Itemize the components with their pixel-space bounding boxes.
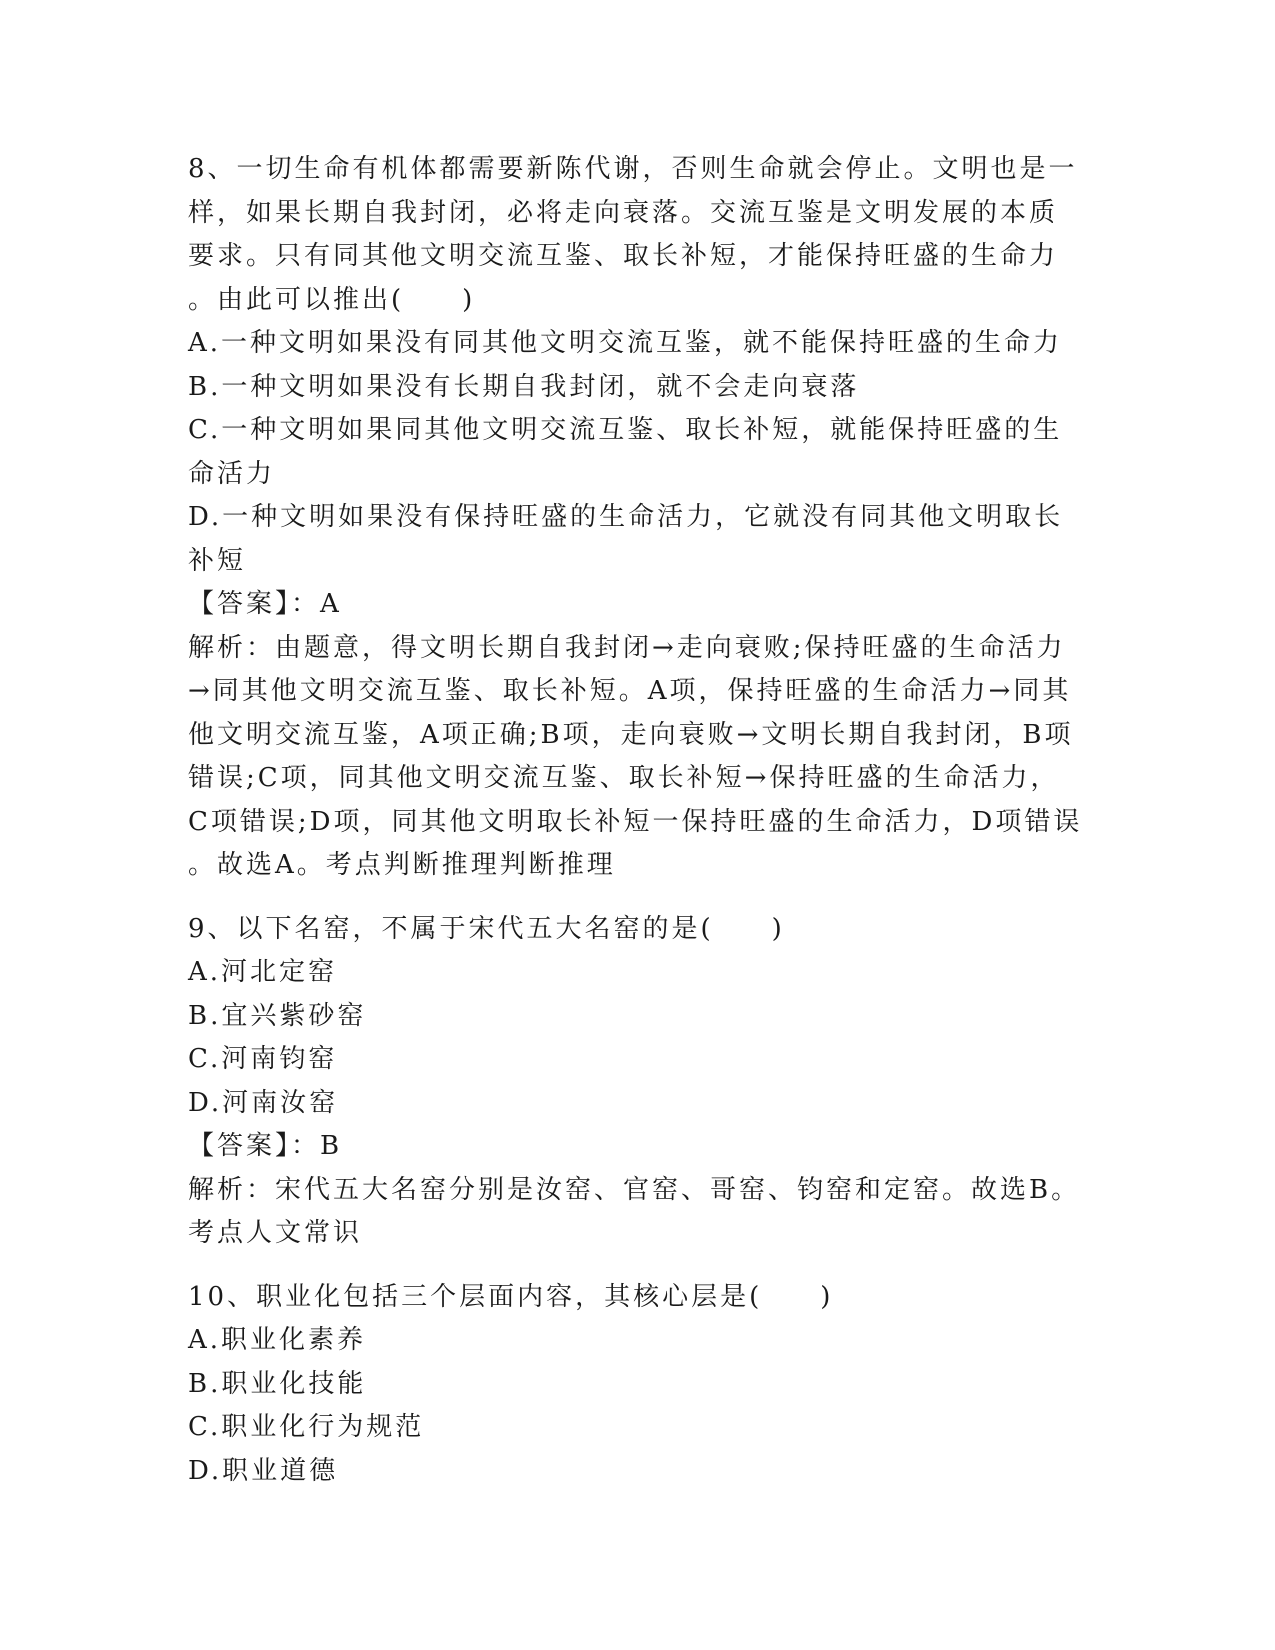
question-stem-line: 要求。只有同其他文明交流互鉴、取长补短，才能保持旺盛的生命力 xyxy=(188,241,1059,271)
question-stem-line: 10、职业化包括三个层面内容，其核心层是( ) xyxy=(188,1281,834,1312)
analysis-line: →同其他文明交流互鉴、取长补短。A项，保持旺盛的生命活力→同其 xyxy=(188,676,1072,706)
question-stem-line: 8、一切生命有机体都需要新陈代谢，否则生命就会停止。文明也是一 xyxy=(188,154,1078,184)
analysis-line: 错误;C项，同其他文明交流互鉴、取长补短→保持旺盛的生命活力， xyxy=(188,763,1060,793)
option-d: D.一种文明如果没有保持旺盛的生命活力，它就没有同其他文明取长 xyxy=(188,502,1064,532)
analysis-line: C项错误;D项，同其他文明取长补短一保持旺盛的生命活力，D项错误 xyxy=(188,806,1083,837)
option-d-continued: 补短 xyxy=(188,545,247,576)
question-9 xyxy=(188,908,1088,1256)
answer-line: 【答案】：A xyxy=(188,589,342,619)
analysis-line: 解析：由题意，得文明长期自我封闭→走向衰败;保持旺盛的生命活力 xyxy=(188,632,1066,663)
option-b: B.一种文明如果没有长期自我封闭，就不会走向衰落 xyxy=(188,371,860,402)
question-10 xyxy=(188,1276,1088,1494)
document-page xyxy=(188,148,1088,1493)
option-c: C.一种文明如果同其他文明交流互鉴、取长补短，就能保持旺盛的生 xyxy=(188,415,1063,445)
option-a: A.河北定窑 xyxy=(188,957,338,987)
option-b: B.宜兴紫砂窑 xyxy=(188,1000,367,1031)
question-stem-line: 样，如果长期自我封闭，必将走向衰落。交流互鉴是文明发展的本质 xyxy=(188,197,1059,228)
option-d: D.河南汝窑 xyxy=(188,1087,339,1118)
option-a: A.一种文明如果没有同其他文明交流互鉴，就不能保持旺盛的生命力 xyxy=(188,328,1063,358)
question-8 xyxy=(188,148,1088,888)
analysis-line: 。故选A。考点判断推理判断推理 xyxy=(188,850,616,880)
option-a: A.职业化素养 xyxy=(188,1325,367,1355)
option-c-continued: 命活力 xyxy=(188,458,276,489)
question-spacer xyxy=(188,1256,1088,1276)
analysis-line: 解析：宋代五大名窑分别是汝窑、官窑、哥窑、钧窑和定窑。故选B。 xyxy=(188,1174,1081,1205)
option-c: C.河南钧窑 xyxy=(188,1044,338,1074)
option-b: B.职业化技能 xyxy=(188,1368,367,1399)
question-spacer xyxy=(188,888,1088,908)
question-stem-line: 9、以下名窑，不属于宋代五大名窑的是( ) xyxy=(188,913,785,944)
option-c: C.职业化行为规范 xyxy=(188,1412,425,1442)
answer-line: 【答案】：B xyxy=(188,1131,343,1161)
analysis-line: 他文明交流互鉴，A项正确;B项，走向衰败→文明长期自我封闭，B项 xyxy=(188,719,1074,750)
question-stem-line: 。由此可以推出( ) xyxy=(188,284,476,315)
option-d: D.职业道德 xyxy=(188,1455,339,1486)
analysis-line: 考点人文常识 xyxy=(188,1218,363,1248)
